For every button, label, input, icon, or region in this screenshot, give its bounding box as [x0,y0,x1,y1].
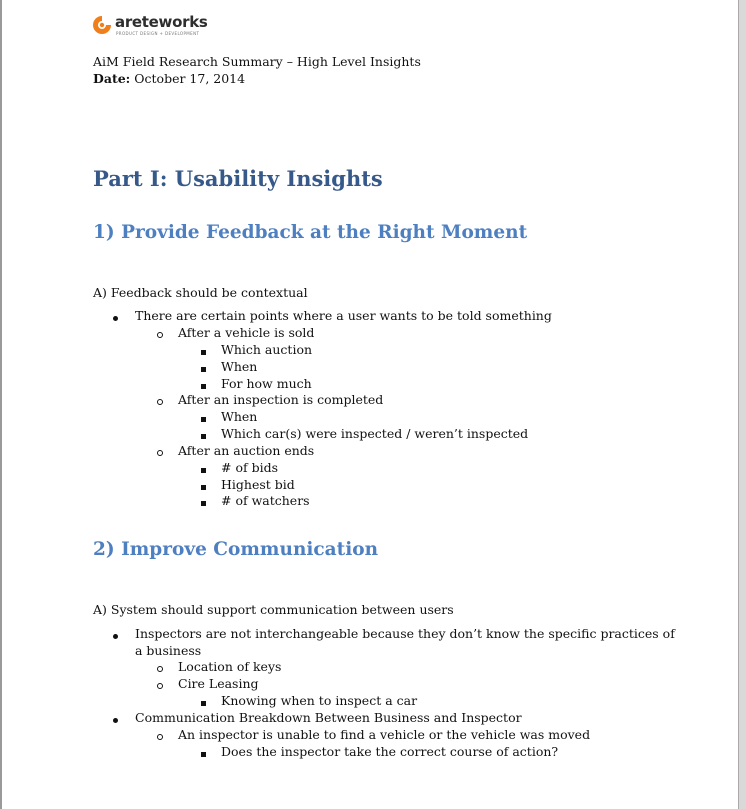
bullet-square-icon [201,485,206,490]
bullet-dot-icon [113,316,118,321]
bullet-item [157,326,163,343]
bullet-text: Highest bid [221,477,295,492]
bullet-text: Which auction [221,342,313,357]
bullet-item [201,461,206,478]
bullet-circle-icon [157,399,163,405]
bullet-item [201,478,206,495]
section2-heading: 2) Improve Communication [93,539,379,560]
logo-tagline: PRODUCT DESIGN + DEVELOPMENT [116,31,200,36]
bullet-item [157,393,163,410]
bullet-text: After a vehicle is sold [178,325,315,340]
part-heading: Part I: Usability Insights [93,166,383,191]
section1-heading: 1) Provide Feedback at the Right Moment [93,222,528,243]
scrollbar-track[interactable] [738,0,746,809]
bullet-square-icon [201,752,206,757]
bullet-text: Which car(s) were inspected / weren’t inspected [221,426,529,441]
bullet-item [201,427,206,444]
bullet-text: Knowing when to inspect a car [221,693,418,708]
bullet-text: When [221,409,258,424]
bullet-square-icon [201,384,206,389]
bullet-circle-icon [157,666,163,672]
date-label: Date: [93,71,131,86]
bullet-square-icon [201,350,206,355]
bullet-item [157,728,163,745]
bullet-text: When [221,359,258,374]
bullet-item [157,444,163,461]
document-meta [93,53,421,87]
bullet-square-icon [201,367,206,372]
bullet-text: Location of keys [178,659,282,674]
section2-subheading: A) System should support communication between users [93,602,454,617]
bullet-item [113,627,118,644]
bullet-square-icon [201,434,206,439]
logo-wordmark: areteworks [115,13,208,31]
bullet-text: There are certain points where a user wants to be told something [135,308,552,323]
bullet-text: An inspector is unable to find a vehicle or the vehicle was moved [178,727,591,742]
bullet-item [157,660,163,677]
bullet-text: Inspectors are not interchangeable because they don’t know the specific practices of [135,626,675,641]
bullet-item [201,494,206,511]
date-value: October 17, 2014 [134,71,246,86]
bullet-text-continued: a business [135,643,202,658]
bullet-square-icon [201,701,206,706]
bullet-text: Communication Breakdown Between Business and Inspector [135,710,522,725]
bullet-square-icon [201,417,206,422]
bullet-text: After an auction ends [178,443,315,458]
bullet-square-icon [201,501,206,506]
bullet-item [201,343,206,360]
bullet-circle-icon [157,683,163,689]
bullet-text: For how much [221,376,312,391]
bullet-circle-icon [157,734,163,740]
bullet-square-icon [201,468,206,473]
bullet-item [201,360,206,377]
bullet-item [113,711,118,728]
bullet-dot-icon [113,718,118,723]
bullet-item [201,694,206,711]
bullet-item [201,410,206,427]
document-title: AiM Field Research Summary – High Level Insights [93,54,421,69]
logo-mark-icon [92,15,112,35]
bullet-text: Cire Leasing [178,676,259,691]
bullet-text: After an inspection is completed [178,392,384,407]
bullet-circle-icon [157,332,163,338]
document-date [93,70,421,87]
bullet-text: Does the inspector take the correct course of action? [221,744,559,759]
document-page [2,0,738,809]
bullet-circle-icon [157,450,163,456]
bullet-item [113,309,118,326]
bullet-dot-icon [113,634,118,639]
bullet-item [157,677,163,694]
section1-subheading: A) Feedback should be contextual [93,285,308,300]
bullet-text: # of watchers [221,493,310,508]
bullet-item [201,745,206,762]
company-logo [92,12,212,38]
bullet-text: # of bids [221,460,278,475]
